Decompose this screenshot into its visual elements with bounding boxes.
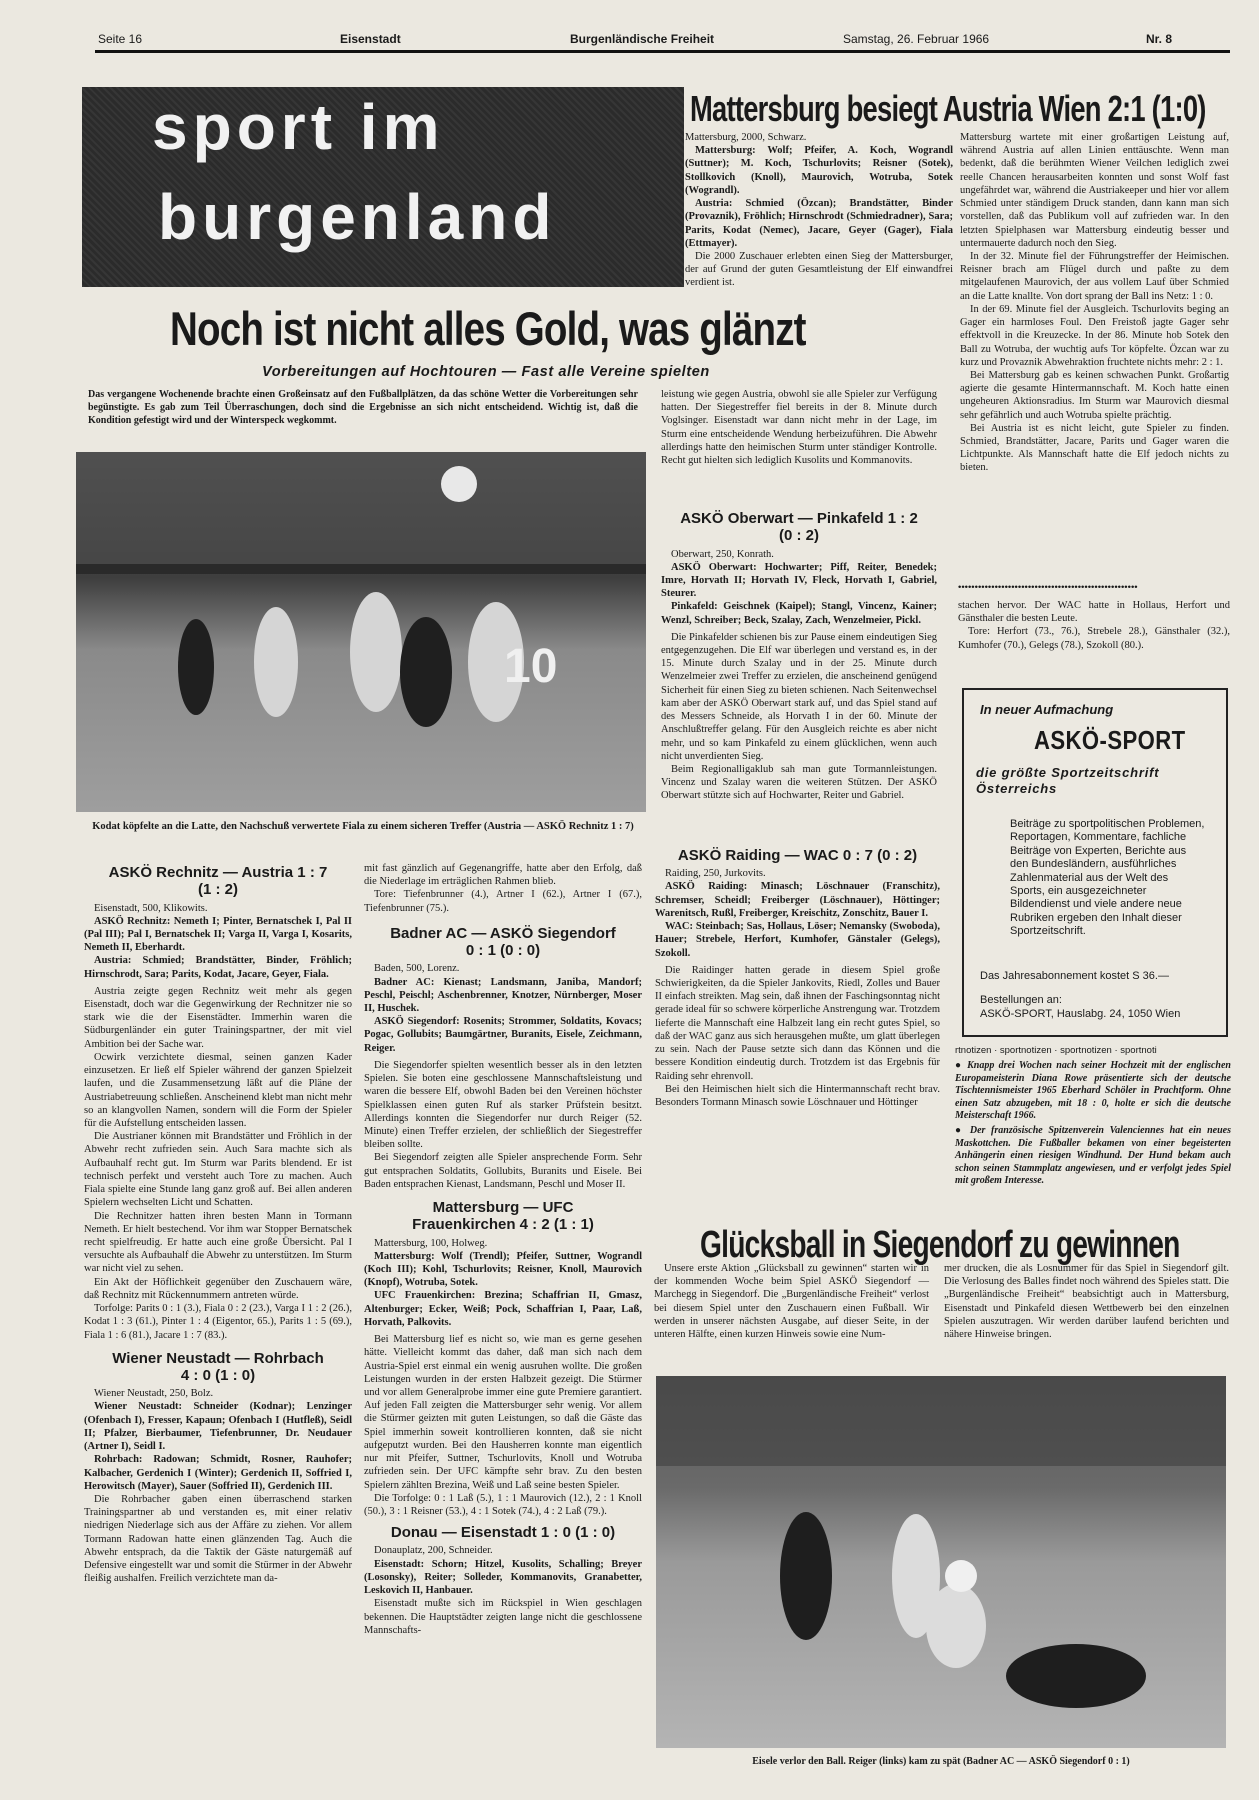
photo-scene [656,1376,1226,1748]
match-place: Donauplatz, 200, Schneider. [374,1545,493,1557]
lineup-raiding: ASKÖ Raiding: Minasch; Löschnauer (Franschitz), Schremser, Scheidl; Freiberger (Löschnauer), Höttinger; Warenitsch, Rußl, Freiberger, Kreischitz, Zonschitz, Bauer I. [655,881,940,919]
paragraph: Bei Siegendorf zeigten alle Spieler ansprechende Form. Sehr gut entsprachen Soldatits, Gollubits, Buranits und Eisele. Bei Baden entsprachen Kienast, Landsmann, Peschl und Moser II. [364,1152,642,1190]
lineup-mattersburg: Mattersburg: Wolf; Pfeifer, A. Koch, Wograndl (Suttner); M. Koch, Tschurlovits; Reisner (Sotek), Stollkovich (Knoll), Maurovich, Wotruba, Sotek (Wograndl). [685,145,953,196]
lineup-wac: WAC: Steinbach; Sas, Hollaus, Löser; Nemansky (Swoboda), Hauer; Strebele, Herfort, Kumhofer, Gänstaler (Gelegs), Szokoll. [655,921,940,959]
photo-scene [76,452,646,812]
match-score: (1 : 2) [197,881,238,899]
paragraph: Bei Mattersburg lief es nicht so, wie man es gerne gesehen hätte. Vielleicht kommt das daher, daß man sich nach dem Austria-Spiel erst einmal ein wenig ausruhen wollte. Die großen Leistungen wurden in der ersten Halbzeit gezeigt. Die Stürmer und vor allem Generalprobe immer eine gute Premiere garantiert. Auf jeden Fall zeigten die Mattersburger sehr wenig. Vor allem die Stürmer geizten mit guten Leistungen, so daß die Gäste das Spiel immerhin soweit kontrollieren konnten, daß sie nicht aufgeputzt wurden. Bei den Hausherren konnte man eigentlich nur mit Pfeifer, Suttner, Tschurlovits, Knoll und Wotruba zufrieden sein. Der UFC kämpfte sehr brav. Zu den besten Spielern zählten Brezina, Weiß und Laß seine besten Spieler. [364,1334,642,1491]
match-heading: Badner AC — ASKÖ Siegendorf [390,924,616,942]
ad-tagline: In neuer Aufmachung [980,702,1114,717]
article-column-b [364,862,642,1637]
match-place: Baden, 500, Lorenz. [374,963,460,975]
lineup-oberwart: ASKÖ Oberwart: Hochwarter; Piff, Reiter, Benedek; Imre, Horvath II; Horvath IV, Fleck, Horvath I, Gabriel, Steurer. [661,561,937,600]
lineup-rohrbach: Rohrbach: Radowan; Schmidt, Rosner, Rauhofer; Kalbacher, Gerdenich I (Winter); Gerdenich II, Soffried I, Herowitsch (Mayer), Sauer (Soffried II), Gerdenich III. [84,1454,352,1492]
banner-line-2: burgenland [158,181,557,253]
article-rechnitz [84,862,352,1586]
paragraph: Die Torfolge: 0 : 1 Laß (5.), 1 : 1 Maurovich (12.), 2 : 1 Knoll (50.), 3 : 1 Reisner (53.), 4 : 1 Sotek (74.), 4 : 2 Laß (79.). [364,1492,642,1517]
headline-mattersburg: Mattersburg besiegt Austria Wien 2:1 (1:0) [690,88,1206,129]
lineup-eisenstadt: Eisenstadt: Schorn; Hitzel, Kusolits, Schalling; Breyer (Losonsky), Reiter; Solleder, Kommanovits, Granabetter, Leskovich II, Hanbauer. [364,1558,642,1597]
match-heading: ASKÖ Raiding — WAC 0 : 7 (0 : 2) [677,847,918,864]
headline-main: Noch ist nicht alles Gold, was glänzt [170,302,806,355]
match-place: Mattersburg, 100, Holweg. [374,1237,488,1249]
lineup-siegendorf: ASKÖ Siegendorf: Rosenits; Strommer, Soldatits, Kovacs; Pogac, Gollubits; Baumgärtner, Buranits, Eisele, Zeichmann, Reiger. [364,1016,642,1054]
lineup-frauenkirchen: UFC Frauenkirchen: Brezina; Schaffrian II, Gmasz, Altenburger; Ecker, Weiß; Pock, Schaffrian I, Paar, Laß, Horvath, Palkovits. [364,1290,642,1328]
intro-paragraph: Das vergangene Wochenende brachte einen Großeinsatz auf den Fußballplätzen, da das schöne Wetter die Vorbereitungen sehr begünstigte. Es gab zum Teil Überraschungen, doch sind die Ergebnisse an sich nicht entscheidend. Wichtig ist, daß die Kondition gefestigt wird und der Winterspeck wegkommt. [88,389,638,426]
paragraph: In der 32. Minute fiel der Führungstreffer der Heimischen. Reisner brach am Flügel durch und paßte zu dem mitgelaufenen Maurovich, der aus vollem Lauf über Schmied an die Latte knallte. Von dort sprang der Ball ins Netz: 1 : 0. [960,250,1229,302]
match-heading: Donau — Eisenstadt 1 : 0 (1 : 0) [390,1524,616,1542]
ad-order-label: Bestellungen an: [980,994,1062,1006]
gluecksball-left: Unsere erste Aktion „Glücksball zu gewinnen“ starten wir in der kommenden Woche beim Spiel ASKÖ Siegendorf — Marchegg in Siegendorf. Die „Burgenländische Freiheit“ verlost bei diesem Spiel unter den Zuschauern einen Fußball. Wir werden in unserer nächsten Ausgabe, auf dieser Seite, in der unteren Hälfte, einen kurzen Hinweis sowie eine Num- [654,1263,929,1341]
ad-asko-sport [962,688,1228,1037]
match-heading: Wiener Neustadt — Rohrbach [112,1349,324,1367]
subhead-main: Vorbereitungen auf Hochtouren — Fast alle Vereine spielten [262,364,710,380]
bullet-icon: ● [955,1060,968,1071]
match-score: 0 : 1 (0 : 0) [465,942,541,960]
match-score: (0 : 2) [778,527,819,545]
issue-date: Samstag, 26. Februar 1966 [843,32,990,46]
paragraph: Ein Akt der Höflichkeit gegenüber den Zuschauern wäre, daß Rechnitz mit Rückennummern antreten würde. [84,1276,352,1301]
match-photo-siegendorf [656,1376,1226,1748]
match-photo-rechnitz [76,452,646,812]
bullet-icon: ● [955,1124,970,1136]
article-mattersburg-col2 [960,131,1229,475]
lineup-mattersburg: Mattersburg: Wolf (Trendl); Pfeifer, Suttner, Wograndl (Koch III); Kohl, Tschurlovits; Reisner, Knoll, Maurovich (Knopf), Wotruba, Sotek. [364,1250,642,1289]
match-heading: ASKÖ Rechnitz — Austria 1 : 7 [108,864,328,881]
paragraph: Die Raidinger hatten gerade in diesem Spiel große Schwierigkeiten, da die Spieler Jankovits, Riedl, Zolles und Bauer II einfach streikten. Mag sein, daß ihnen der Faschingsonntag nicht gerade ideal für so schwere körperliche Anstrengung war. Trotzdem lieferte die Mannschaft eine Halbzeit lang ein recht gutes Spiel, so daß der WAC ganz aus sich herausgehen mußte, um glatt überlegen zu sein. Nach der Pause setzte sich dann das Können und die bessere Kondition eindeutig durch. Trotzdem ist das Ergebnis für Raiding sehr ehrenvoll. [655,964,940,1082]
paragraph: mit fast gänzlich auf Gegenangriffe, hatte aber den Erfolg, daß die Niederlage im erträglichen Rahmen blieb. [364,863,642,888]
headline-gluecksball: Glücksball in Siegendorf zu gewinnen [700,1224,1180,1266]
paragraph: Die Siegendorfer spielten wesentlich besser als in den letzten Spielen. Sie boten eine geschlossene Mannschaftsleistung und waren die bessere Elf, obwohl Baden bei den Vereinen höchster Spielklassen einen guten Ruf als starker Prüfstein besitzt. Allerdings konnten die Siegendorfer nur durch Reiger (52. Minute) einen Treffer erzielen, der schließlich der Siegestreffer bleiben sollte. [364,1059,642,1151]
article-raiding [655,845,940,1109]
lineup-austria: Austria: Schmied; Brandstätter, Binder, Fröhlich; Hirnschrodt, Sara; Parits, Kodat, Jacare, Geyer, Fiala. [84,955,352,980]
gluecksball-right: mer drucken, die als Losnummer für das Spiel in Siegendorf gilt. Die Verlosung des Balles findet noch während des Spieles statt. Die „Burgenländische Freiheit“ beabsichtigt auch in Mattersburg, Eisenstadt und Pinkafeld diesen Wettbewerb bei den einzelnen Spielen auszutragen. Wir werden darüber laufend berichten und nähere Hinweise bringen. [944,1263,1229,1341]
paragraph: Torfolge: Parits 0 : 1 (3.), Fiala 0 : 2 (23.), Varga I 1 : 2 (26.), Kodat 1 : 3 (61.), Pinter 1 : 4 (Eigentor, 65.), Parits 1 : 5 (69.), Fiala 1 : 6 (81.), Jacare 1 : 7 (83.). [84,1303,352,1341]
lineup-pinkafeld: Pinkafeld: Geischnek (Kaipel); Stangl, Vincenz, Kainer; Wenzl, Schreiber; Beck, Szalay, Zach, Wenzelmeier, Pickl. [661,601,937,626]
paragraph: Die 2000 Zuschauer erlebten einen Sieg der Mattersburger, der auf Grund der guten Gesamtleistung der Elf einwandfrei verdient ist. [685,250,953,289]
paper-name: Burgenländische Freiheit [570,32,715,46]
lineup-neustadt: Wiener Neustadt: Schneider (Kodnar); Lenzinger (Ofenbach I), Fresser, Kapaun; Ofenbach I (Hutfleß), Seidl II; Pfalzer, Bierbaumer, Tiefenbrunner, Dr. Neudauer (Artner I), Seidl I. [84,1401,352,1453]
match-place: Raiding, 250, Jurkovits. [665,868,766,880]
photo1-caption: Kodat köpfelte an die Latte, den Nachschuß verwertete Fiala zu einem sicheren Treffer (Austria — ASKÖ Rechnitz 1 : 7) [92,821,634,832]
dot-separator: •••••••••••••••••••••••••••••••••••••••••••••••••••••• [958,582,1138,593]
lineup-baden: Badner AC: Kienast; Landsmann, Janiba, Mandorf; Peschl, Peischl; Aschenbrenner, Knotzer, Nürnberger, Moser II, Huschek. [364,976,642,1015]
paragraph: Die Pinkafelder schienen bis zur Pause einem eindeutigen Sieg entgegenzugehen. Die Elf war überlegen und verstand es, in der 15. Minute durch Szalay und in der 25. Minute durch Wenzelmeier zwei Treffer zu erzielen, die anscheinend genügend Sicherheit für einen Sieg zu bieten schienen. Nach Seitenwechsel kam aber der ASKÖ Oberwart stark auf, und das Spiel stand auf des Messers Schneide, als Horvath I in der 60. Minute der Anschlußtreffer gelang. Für den Ausgleich reichte es aber nicht mehr, und so kam Pinkafeld zu einem glücklichen, wenn auch nicht unverdienten Sieg. [661,631,937,762]
article-raiding-continued [958,599,1230,652]
match-heading: Mattersburg — UFC Frauenkirchen 4 : 2 (1 : 1) [412,1199,594,1234]
issue-number: Nr. 8 [1146,32,1173,46]
paragraph: Bei Austria ist es nicht leicht, gute Spieler zu finden. Schmied, Brandstätter, Jacare, Parits und Gager waren die Lichtpunkte. Als Mannschaft hatte die Elf jedoch nichts zu bieten. [960,422,1229,474]
ad-body: Beiträge zu sportpolitischen Problemen, Reportagen, Kommentare, fachliche Beiträge von Experten, Berichte aus den Bundesländern, ausführliches Zahlenmaterial aus der Welt des Sports, ein ausgezeichneter Bildendienst und viele andere neue Rubriken ergeben den Inhalt dieser Sportzeitschrift. [1010,818,1205,938]
lineup-rechnitz: ASKÖ Rechnitz: Nemeth I; Pinter, Bernatschek I, Pal II (Pal III); Pal I, Bernatschek II; Varga II, Varga I, Kosarits, Nemeth II, Eberhardt. [84,915,352,954]
match-score: 4 : 0 (1 : 0) [180,1366,256,1384]
banner-line-1: sport im [152,91,445,163]
photo2-caption: Eisele verlor den Ball. Reiger (links) kam zu spät (Badner AC — ASKÖ Siegendorf 0 : 1) [752,1756,1130,1767]
paragraph: Tore: Tiefenbrunner (4.), Artner I (62.), Artner I (67.), Tiefenbrunner (75.). [364,889,642,914]
match-heading: ASKÖ Oberwart — Pinkafeld 1 : 2 [680,510,918,527]
sport-banner [82,87,684,287]
article-continued: leistung wie gegen Austria, obwohl sie alle Spieler zur Verfügung hatten. Der Siegestreffer fiel bereits in der 8. Minute durch Voglsinger. Eisenstadt war dann nicht mehr in der Lage, im Sturm eine entscheidende Wendung herbeizuführen. Die Abwehr allerdings hatte den heimischen Sturm unter ständiger Kontrolle. Recht gut hielten sich lediglich Kusolits und Kommanovits. [661,389,937,467]
paragraph: Die Austrianer können mit Brandstätter und Fröhlich in der Abwehr recht zufrieden sein. Auch Sara machte sich als Aufbauhalf recht gut. Im Sturm war Parits blendend. Er ist technisch perfekt und versteht auch Tore zu machen. Auch Fiala spielte eine Stunde lang ganz groß auf. Bei allen anderen Spielern wechselten Licht und Schatten. [84,1131,352,1209]
sport-notes [955,1060,1231,1188]
paragraph: Die Rohrbacher gaben einen überraschend starken Trainingspartner ab und verstanden es, mit einer relativ niedrigen Niederlage sich aus der Affäre zu ziehen. Vor allem Tormann Radowan hatte einen glänzenden Tag. Auch die Abwehr entsprach, da die Taktik der Gäste naturgemäß auf Defensive eingestellt war und somit die Stürmer in der Abwehr fleißig aushalfen. Freilich verzichtete man da- [84,1493,352,1585]
paragraph: Beim Regionalligaklub sah man gute Tormannleistungen. Vincenz und Szalay waren die weiteren Stützen. Der ASKÖ Oberwart stützte sich auf Hochwarter, Reiter und Gabriel. [661,764,937,802]
paragraph: Mattersburg wartete mit einer großartigen Leistung auf, während Austria auf allen Linien enttäuschte. Wenn man bedenkt, daß die berühmten Wiener Veilchen lediglich zwei reelle Chancen herausarbeiten konnten und sonst Wolf fast ungefährdet war, während die Austriakeeper und hier vor allem Schmied unter ständigem Druck standen, dann kann man sich vorstellen, daß das Publikum voll auf zufrieden war. In den letzten Spielphasen war Mattersburg eindeutig besser und untermauerte dadurch noch den Sieg. [960,132,1229,249]
paragraph: Bei den Heimischen hielt sich die Hintermannschaft recht brav. Besonders Tormann Minasch sowie Löschnauer und Höttinger [655,1083,940,1108]
note-2: ● Der französische Spitzenverein Valenciennes hat ein neues Maskottchen. Die Fußballer bekamen von einer begeisterten Anhängerin einen riesigen Windhund. Der Hund bekam auch schon seinen Stammplatz angewiesen, und er verfolgt jedes Spiel mit großem Interesse. [955,1124,1231,1187]
match-place: Wiener Neustadt, 250, Bolz. [94,1388,214,1400]
match-place: Mattersburg, 2000, Schwarz. [685,132,807,143]
lineup-austria: Austria: Schmied (Özcan); Brandstätter, Binder (Provaznik), Fröhlich; Hirnschrodt (Schmiedradner), Sara; Parits, Kodat (Nemec), Jacare, Geyer (Gager), Fiala (Ettmayer). [685,198,953,249]
header-rule [95,50,1230,53]
section-name: Eisenstadt [340,32,401,46]
article-mattersburg-col1 [685,131,953,290]
ad-order-address: ASKÖ-SPORT, Hauslabg. 24, 1050 Wien [980,1008,1181,1020]
paragraph: Tore: Herfort (73., 76.), Strebele 28.), Gänsthaler (32.), Kumhofer (70.), Gelegs (78.), Szokoll (80.). [958,626,1230,651]
paragraph: Eisenstadt mußte sich im Rückspiel in Wien geschlagen bekennen. Die Hauptstädter zeigten lange nicht die geschlossene Mannschafts- [364,1598,642,1636]
match-place: Eisenstadt, 500, Klikowits. [94,902,208,914]
match-place: Oberwart, 250, Konrath. [671,548,774,560]
ad-subtitle: die größte Sportzeitschrift Österreichs [976,765,1160,797]
page-header [0,30,1259,50]
paragraph: Bei Mattersburg gab es keinen schwachen Punkt. Großartig agierte die gesamte Hintermannschaft. M. Koch hatte einen ungeheuren Aktionsradius. Im Sturm war Maurovich diesmal sehr gefährlich und auch Wotruba spielte prächtig. [960,369,1229,421]
ad-title: ASKÖ-SPORT [1034,725,1186,755]
ad-price: Das Jahresabonnement kostet S 36.— [980,970,1169,982]
article-oberwart [661,508,937,803]
notes-dotline: rtnotizen · sportnotizen · sportnotizen · sportnoti [955,1045,1157,1056]
paragraph: In der 69. Minute fiel der Ausgleich. Tschurlovits beging an Gager ein harmloses Foul. Den Freistoß jagte Gager sehr effektvoll in die Kreuzecke. In der 86. Minute hob Sotek den Ball zu Wotruba, der wuchtig aufs Tor köpfelte. Özcan war zu kurz und Provaznik Abwehraktion fruchtete nichts mehr: 2 : 1. [960,303,1229,368]
page-number: Seite 16 [98,32,143,46]
paragraph: Austria zeigte gegen Rechnitz weit mehr als gegen Eisenstadt, doch war die Gegenwirkung der Rechnitzer nie so stark wie die der Eisenstädter. Immerhin waren die Südburgenländer ein guter Trainingspartner, der mit viel Ambition bei der Sache war. [84,985,352,1050]
paragraph: Die Rechnitzer hatten ihren besten Mann in Tormann Nemeth. Er hielt bestechend. Vor ihm war Stopper Bernatschek recht spielfreudig. Er hatte auch eine große Übersicht. Pal I versuchte als Aufbauhalf die Abwehr zu unterstützen. Im Sturm war nicht viel zu sehen. [84,1210,352,1275]
note-1: ● Knapp drei Wochen nach seiner Hochzeit mit der englischen Europameisterin Diana Rowe präsentierte sich der deutsche Tischtennismeister 1965 Eberhard Schöler in Prachtform. Ohne einen Satz abzugeben, mit 18 : 0, holte er sich die deutsche Meisterschaft 1966. [955,1060,1231,1122]
paragraph: Ocwirk verzichtete diesmal, seinen ganzen Kader einzusetzen. Er ließ elf Spieler während der ganzen Spielzeit laufen, und die Zusammensetzung läßt auf die Pläne der Austriabetreuung schließen. Anscheinend klebt man nicht mehr so an klangvollen Namen, sondern will die Form der Spieler für die Aufstellung entscheiden lassen. [84,1051,352,1129]
svg-text:10: 10 [504,640,558,693]
paragraph: stachen hervor. Der WAC hatte in Hollaus, Herfort und Gänsthaler die besten Leute. [958,600,1230,625]
